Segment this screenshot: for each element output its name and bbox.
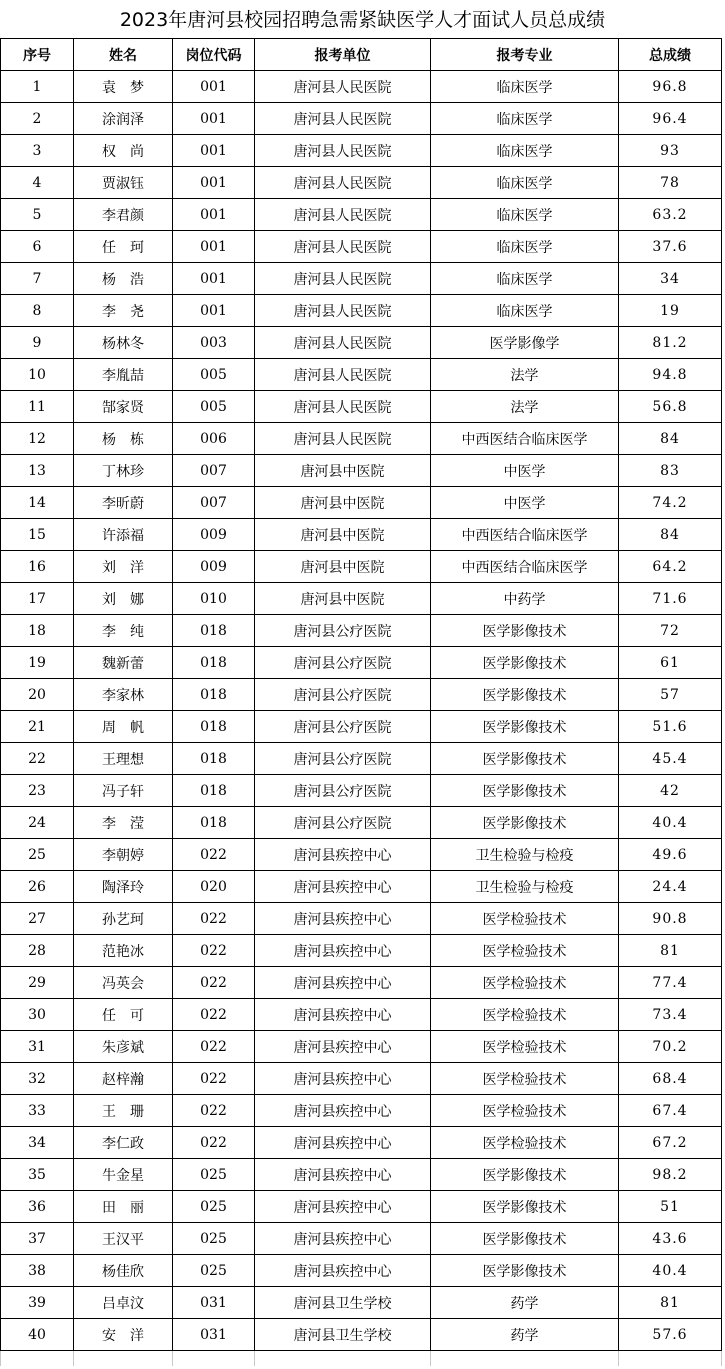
cell-name: 陶泽玲 (74, 871, 173, 903)
cell-total-score: 68.4 (619, 1063, 722, 1095)
cell-major: 临床医学 (431, 231, 619, 263)
cell-index: 9 (1, 327, 74, 359)
cell-unit: 唐河县疾控中心 (255, 999, 431, 1031)
cell-position-code: 025 (173, 1255, 255, 1287)
empty-cell (619, 1351, 722, 1367)
cell-total-score: 19 (619, 295, 722, 327)
cell-unit: 唐河县公疗医院 (255, 711, 431, 743)
cell-name: 任 珂 (74, 231, 173, 263)
cell-name: 魏新蕾 (74, 647, 173, 679)
cell-total-score: 84 (619, 423, 722, 455)
cell-index: 10 (1, 359, 74, 391)
cell-unit: 唐河县疾控中心 (255, 967, 431, 999)
table-row (1, 167, 722, 199)
cell-position-code: 018 (173, 647, 255, 679)
cell-position-code: 022 (173, 839, 255, 871)
cell-unit: 唐河县疾控中心 (255, 903, 431, 935)
table-row (1, 1319, 722, 1351)
page-title: 2023年唐河县校园招聘急需紧缺医学人才面试人员总成绩 (119, 9, 606, 31)
cell-position-code: 020 (173, 871, 255, 903)
cell-name: 许添福 (74, 519, 173, 551)
cell-total-score: 96.4 (619, 103, 722, 135)
cell-index: 26 (1, 871, 74, 903)
cell-name: 范艳冰 (74, 935, 173, 967)
results-table (0, 38, 722, 1366)
cell-total-score: 81 (619, 1287, 722, 1319)
table-row (1, 1159, 722, 1191)
cell-position-code: 006 (173, 423, 255, 455)
cell-position-code: 001 (173, 71, 255, 103)
table-row (1, 231, 722, 263)
cell-total-score: 78 (619, 167, 722, 199)
table-row (1, 1255, 722, 1287)
cell-name: 冯英会 (74, 967, 173, 999)
cell-total-score: 81 (619, 935, 722, 967)
cell-index: 2 (1, 103, 74, 135)
table-row (1, 1223, 722, 1255)
cell-position-code: 022 (173, 903, 255, 935)
cell-unit: 唐河县人民医院 (255, 231, 431, 263)
cell-unit: 唐河县卫生学校 (255, 1319, 431, 1351)
cell-major: 临床医学 (431, 167, 619, 199)
table-row (1, 615, 722, 647)
cell-name: 安 洋 (74, 1319, 173, 1351)
table-row (1, 1095, 722, 1127)
table-header (1, 39, 722, 71)
cell-major: 临床医学 (431, 103, 619, 135)
cell-index: 20 (1, 679, 74, 711)
table-row (1, 775, 722, 807)
cell-name: 杨林冬 (74, 327, 173, 359)
cell-major: 医学影像技术 (431, 743, 619, 775)
cell-index: 4 (1, 167, 74, 199)
cell-unit: 唐河县人民医院 (255, 263, 431, 295)
cell-unit: 唐河县疾控中心 (255, 1255, 431, 1287)
empty-cell (74, 1351, 173, 1367)
cell-position-code: 001 (173, 167, 255, 199)
table-footer-spacer (1, 1351, 722, 1367)
cell-total-score: 84 (619, 519, 722, 551)
table-row (1, 1063, 722, 1095)
header-name: 姓名 (74, 39, 173, 71)
cell-unit: 唐河县中医院 (255, 551, 431, 583)
cell-total-score: 51.6 (619, 711, 722, 743)
cell-position-code: 022 (173, 1127, 255, 1159)
cell-major: 卫生检验与检疫 (431, 871, 619, 903)
cell-name: 权 尚 (74, 135, 173, 167)
cell-major: 医学检验技术 (431, 999, 619, 1031)
cell-index: 15 (1, 519, 74, 551)
cell-major: 药学 (431, 1319, 619, 1351)
cell-total-score: 64.2 (619, 551, 722, 583)
table-body (1, 71, 722, 1351)
cell-major: 卫生检验与检疫 (431, 839, 619, 871)
cell-major: 临床医学 (431, 295, 619, 327)
table-row (1, 263, 722, 295)
cell-name: 袁 梦 (74, 71, 173, 103)
cell-name: 李昕蔚 (74, 487, 173, 519)
cell-total-score: 70.2 (619, 1031, 722, 1063)
cell-total-score: 67.4 (619, 1095, 722, 1127)
table-row (1, 519, 722, 551)
cell-total-score: 73.4 (619, 999, 722, 1031)
table-row (1, 551, 722, 583)
table-row (1, 71, 722, 103)
cell-unit: 唐河县人民医院 (255, 199, 431, 231)
cell-major: 医学影像技术 (431, 1223, 619, 1255)
cell-unit: 唐河县疾控中心 (255, 1191, 431, 1223)
cell-position-code: 022 (173, 1095, 255, 1127)
cell-total-score: 61 (619, 647, 722, 679)
cell-name: 涂润泽 (74, 103, 173, 135)
cell-position-code: 009 (173, 551, 255, 583)
cell-name: 李仁政 (74, 1127, 173, 1159)
cell-index: 21 (1, 711, 74, 743)
cell-index: 37 (1, 1223, 74, 1255)
table-row (1, 423, 722, 455)
table-row (1, 487, 722, 519)
cell-total-score: 34 (619, 263, 722, 295)
cell-name: 王理想 (74, 743, 173, 775)
cell-unit: 唐河县中医院 (255, 583, 431, 615)
cell-unit: 唐河县公疗医院 (255, 615, 431, 647)
cell-major: 中西医结合临床医学 (431, 551, 619, 583)
cell-position-code: 018 (173, 807, 255, 839)
cell-index: 19 (1, 647, 74, 679)
cell-total-score: 94.8 (619, 359, 722, 391)
empty-row (1, 1351, 722, 1367)
cell-total-score: 93 (619, 135, 722, 167)
cell-index: 16 (1, 551, 74, 583)
cell-unit: 唐河县疾控中心 (255, 871, 431, 903)
cell-total-score: 72 (619, 615, 722, 647)
cell-major: 临床医学 (431, 263, 619, 295)
table-row (1, 359, 722, 391)
cell-index: 8 (1, 295, 74, 327)
cell-name: 朱彦斌 (74, 1031, 173, 1063)
cell-name: 田 丽 (74, 1191, 173, 1223)
cell-major: 医学检验技术 (431, 1063, 619, 1095)
cell-major: 临床医学 (431, 71, 619, 103)
cell-position-code: 001 (173, 103, 255, 135)
cell-name: 王汉平 (74, 1223, 173, 1255)
cell-major: 法学 (431, 359, 619, 391)
cell-name: 赵梓瀚 (74, 1063, 173, 1095)
cell-total-score: 74.2 (619, 487, 722, 519)
cell-unit: 唐河县卫生学校 (255, 1287, 431, 1319)
cell-major: 临床医学 (431, 199, 619, 231)
header-row (1, 39, 722, 71)
cell-position-code: 003 (173, 327, 255, 359)
cell-index: 11 (1, 391, 74, 423)
cell-unit: 唐河县人民医院 (255, 359, 431, 391)
cell-major: 医学影像技术 (431, 1191, 619, 1223)
cell-major: 医学检验技术 (431, 1031, 619, 1063)
cell-unit: 唐河县疾控中心 (255, 1095, 431, 1127)
cell-unit: 唐河县人民医院 (255, 71, 431, 103)
cell-unit: 唐河县公疗医院 (255, 775, 431, 807)
cell-major: 医学检验技术 (431, 935, 619, 967)
cell-position-code: 025 (173, 1191, 255, 1223)
cell-total-score: 57.6 (619, 1319, 722, 1351)
cell-name: 李家林 (74, 679, 173, 711)
cell-total-score: 63.2 (619, 199, 722, 231)
empty-cell (1, 1351, 74, 1367)
cell-position-code: 005 (173, 391, 255, 423)
cell-unit: 唐河县人民医院 (255, 423, 431, 455)
cell-unit: 唐河县疾控中心 (255, 839, 431, 871)
cell-position-code: 010 (173, 583, 255, 615)
cell-index: 30 (1, 999, 74, 1031)
table-row (1, 679, 722, 711)
cell-index: 34 (1, 1127, 74, 1159)
cell-major: 医学影像技术 (431, 711, 619, 743)
cell-name: 吕卓汶 (74, 1287, 173, 1319)
cell-index: 38 (1, 1255, 74, 1287)
cell-total-score: 81.2 (619, 327, 722, 359)
cell-index: 3 (1, 135, 74, 167)
cell-total-score: 57 (619, 679, 722, 711)
cell-position-code: 022 (173, 1063, 255, 1095)
cell-position-code: 022 (173, 999, 255, 1031)
cell-name: 刘 娜 (74, 583, 173, 615)
cell-index: 12 (1, 423, 74, 455)
cell-index: 32 (1, 1063, 74, 1095)
cell-total-score: 96.8 (619, 71, 722, 103)
table-row (1, 583, 722, 615)
cell-total-score: 24.4 (619, 871, 722, 903)
cell-major: 医学检验技术 (431, 1095, 619, 1127)
cell-unit: 唐河县人民医院 (255, 295, 431, 327)
table-row (1, 807, 722, 839)
empty-cell (431, 1351, 619, 1367)
cell-total-score: 90.8 (619, 903, 722, 935)
cell-name: 丁林珍 (74, 455, 173, 487)
cell-unit: 唐河县人民医院 (255, 327, 431, 359)
table-row (1, 871, 722, 903)
cell-position-code: 007 (173, 487, 255, 519)
cell-major: 中药学 (431, 583, 619, 615)
table-row (1, 199, 722, 231)
empty-cell (255, 1351, 431, 1367)
cell-major: 临床医学 (431, 135, 619, 167)
cell-index: 40 (1, 1319, 74, 1351)
empty-cell (173, 1351, 255, 1367)
cell-position-code: 018 (173, 679, 255, 711)
cell-name: 李 尧 (74, 295, 173, 327)
cell-name: 孙艺珂 (74, 903, 173, 935)
cell-index: 23 (1, 775, 74, 807)
cell-unit: 唐河县人民医院 (255, 391, 431, 423)
cell-total-score: 98.2 (619, 1159, 722, 1191)
table-row (1, 743, 722, 775)
cell-index: 33 (1, 1095, 74, 1127)
cell-name: 刘 洋 (74, 551, 173, 583)
table-row (1, 1127, 722, 1159)
cell-total-score: 71.6 (619, 583, 722, 615)
cell-unit: 唐河县疾控中心 (255, 1159, 431, 1191)
cell-major: 中医学 (431, 455, 619, 487)
cell-unit: 唐河县人民医院 (255, 135, 431, 167)
cell-name: 李 滢 (74, 807, 173, 839)
cell-index: 39 (1, 1287, 74, 1319)
table-row (1, 711, 722, 743)
cell-position-code: 001 (173, 263, 255, 295)
cell-index: 18 (1, 615, 74, 647)
cell-position-code: 005 (173, 359, 255, 391)
cell-name: 冯子轩 (74, 775, 173, 807)
table-row (1, 935, 722, 967)
table-row (1, 967, 722, 999)
cell-index: 28 (1, 935, 74, 967)
header-unit: 报考单位 (255, 39, 431, 71)
cell-index: 17 (1, 583, 74, 615)
cell-total-score: 83 (619, 455, 722, 487)
cell-index: 25 (1, 839, 74, 871)
cell-total-score: 42 (619, 775, 722, 807)
cell-total-score: 40.4 (619, 807, 722, 839)
cell-index: 35 (1, 1159, 74, 1191)
cell-major: 医学检验技术 (431, 967, 619, 999)
cell-major: 中西医结合临床医学 (431, 519, 619, 551)
cell-index: 31 (1, 1031, 74, 1063)
cell-major: 医学影像学 (431, 327, 619, 359)
cell-name: 任 可 (74, 999, 173, 1031)
cell-index: 13 (1, 455, 74, 487)
cell-position-code: 018 (173, 615, 255, 647)
cell-name: 李 纯 (74, 615, 173, 647)
cell-name: 李胤喆 (74, 359, 173, 391)
cell-major: 药学 (431, 1287, 619, 1319)
cell-unit: 唐河县疾控中心 (255, 1223, 431, 1255)
cell-position-code: 018 (173, 743, 255, 775)
cell-name: 牛金星 (74, 1159, 173, 1191)
cell-index: 1 (1, 71, 74, 103)
table-row (1, 103, 722, 135)
cell-major: 中医学 (431, 487, 619, 519)
cell-unit: 唐河县疾控中心 (255, 1031, 431, 1063)
cell-index: 5 (1, 199, 74, 231)
table-row (1, 647, 722, 679)
header-total-score: 总成绩 (619, 39, 722, 71)
cell-major: 医学影像技术 (431, 615, 619, 647)
cell-major: 医学影像技术 (431, 647, 619, 679)
cell-name: 郜家贤 (74, 391, 173, 423)
cell-position-code: 031 (173, 1319, 255, 1351)
header-index: 序号 (1, 39, 74, 71)
cell-name: 贾淑钰 (74, 167, 173, 199)
cell-total-score: 37.6 (619, 231, 722, 263)
cell-position-code: 001 (173, 231, 255, 263)
cell-position-code: 001 (173, 295, 255, 327)
cell-major: 医学检验技术 (431, 903, 619, 935)
cell-total-score: 67.2 (619, 1127, 722, 1159)
cell-unit: 唐河县中医院 (255, 455, 431, 487)
table-row (1, 295, 722, 327)
header-major: 报考专业 (431, 39, 619, 71)
cell-name: 杨 浩 (74, 263, 173, 295)
cell-index: 29 (1, 967, 74, 999)
cell-name: 周 帆 (74, 711, 173, 743)
cell-position-code: 007 (173, 455, 255, 487)
cell-major: 医学影像技术 (431, 679, 619, 711)
cell-total-score: 51 (619, 1191, 722, 1223)
cell-unit: 唐河县公疗医院 (255, 679, 431, 711)
table-row (1, 455, 722, 487)
cell-name: 李君颜 (74, 199, 173, 231)
cell-major: 医学检验技术 (431, 1127, 619, 1159)
cell-major: 法学 (431, 391, 619, 423)
cell-name: 王 珊 (74, 1095, 173, 1127)
cell-position-code: 009 (173, 519, 255, 551)
cell-unit: 唐河县疾控中心 (255, 1127, 431, 1159)
cell-total-score: 45.4 (619, 743, 722, 775)
cell-index: 24 (1, 807, 74, 839)
cell-position-code: 025 (173, 1159, 255, 1191)
cell-unit: 唐河县人民医院 (255, 167, 431, 199)
cell-position-code: 022 (173, 935, 255, 967)
cell-name: 杨佳欣 (74, 1255, 173, 1287)
cell-index: 6 (1, 231, 74, 263)
cell-index: 7 (1, 263, 74, 295)
cell-unit: 唐河县中医院 (255, 519, 431, 551)
table-row (1, 135, 722, 167)
cell-unit: 唐河县公疗医院 (255, 807, 431, 839)
cell-position-code: 025 (173, 1223, 255, 1255)
cell-unit: 唐河县人民医院 (255, 103, 431, 135)
table-row (1, 391, 722, 423)
cell-position-code: 018 (173, 775, 255, 807)
cell-index: 14 (1, 487, 74, 519)
cell-name: 杨 栋 (74, 423, 173, 455)
cell-position-code: 018 (173, 711, 255, 743)
cell-position-code: 001 (173, 199, 255, 231)
header-position-code: 岗位代码 (173, 39, 255, 71)
table-row (1, 1191, 722, 1223)
cell-total-score: 40.4 (619, 1255, 722, 1287)
table-row (1, 999, 722, 1031)
table-row (1, 1031, 722, 1063)
cell-unit: 唐河县公疗医院 (255, 743, 431, 775)
cell-major: 医学影像技术 (431, 775, 619, 807)
table-row (1, 327, 722, 359)
cell-position-code: 001 (173, 135, 255, 167)
cell-index: 36 (1, 1191, 74, 1223)
cell-index: 27 (1, 903, 74, 935)
cell-major: 医学影像技术 (431, 1255, 619, 1287)
cell-name: 李朝婷 (74, 839, 173, 871)
cell-index: 22 (1, 743, 74, 775)
cell-major: 医学影像技术 (431, 1159, 619, 1191)
cell-unit: 唐河县公疗医院 (255, 647, 431, 679)
cell-major: 医学影像技术 (431, 807, 619, 839)
cell-position-code: 031 (173, 1287, 255, 1319)
table-row (1, 1287, 722, 1319)
table-row (1, 903, 722, 935)
cell-position-code: 022 (173, 967, 255, 999)
cell-unit: 唐河县疾控中心 (255, 1063, 431, 1095)
cell-unit: 唐河县疾控中心 (255, 935, 431, 967)
cell-total-score: 43.6 (619, 1223, 722, 1255)
cell-position-code: 022 (173, 1031, 255, 1063)
cell-total-score: 56.8 (619, 391, 722, 423)
cell-unit: 唐河县中医院 (255, 487, 431, 519)
cell-total-score: 49.6 (619, 839, 722, 871)
table-row (1, 839, 722, 871)
cell-total-score: 77.4 (619, 967, 722, 999)
cell-major: 中西医结合临床医学 (431, 423, 619, 455)
